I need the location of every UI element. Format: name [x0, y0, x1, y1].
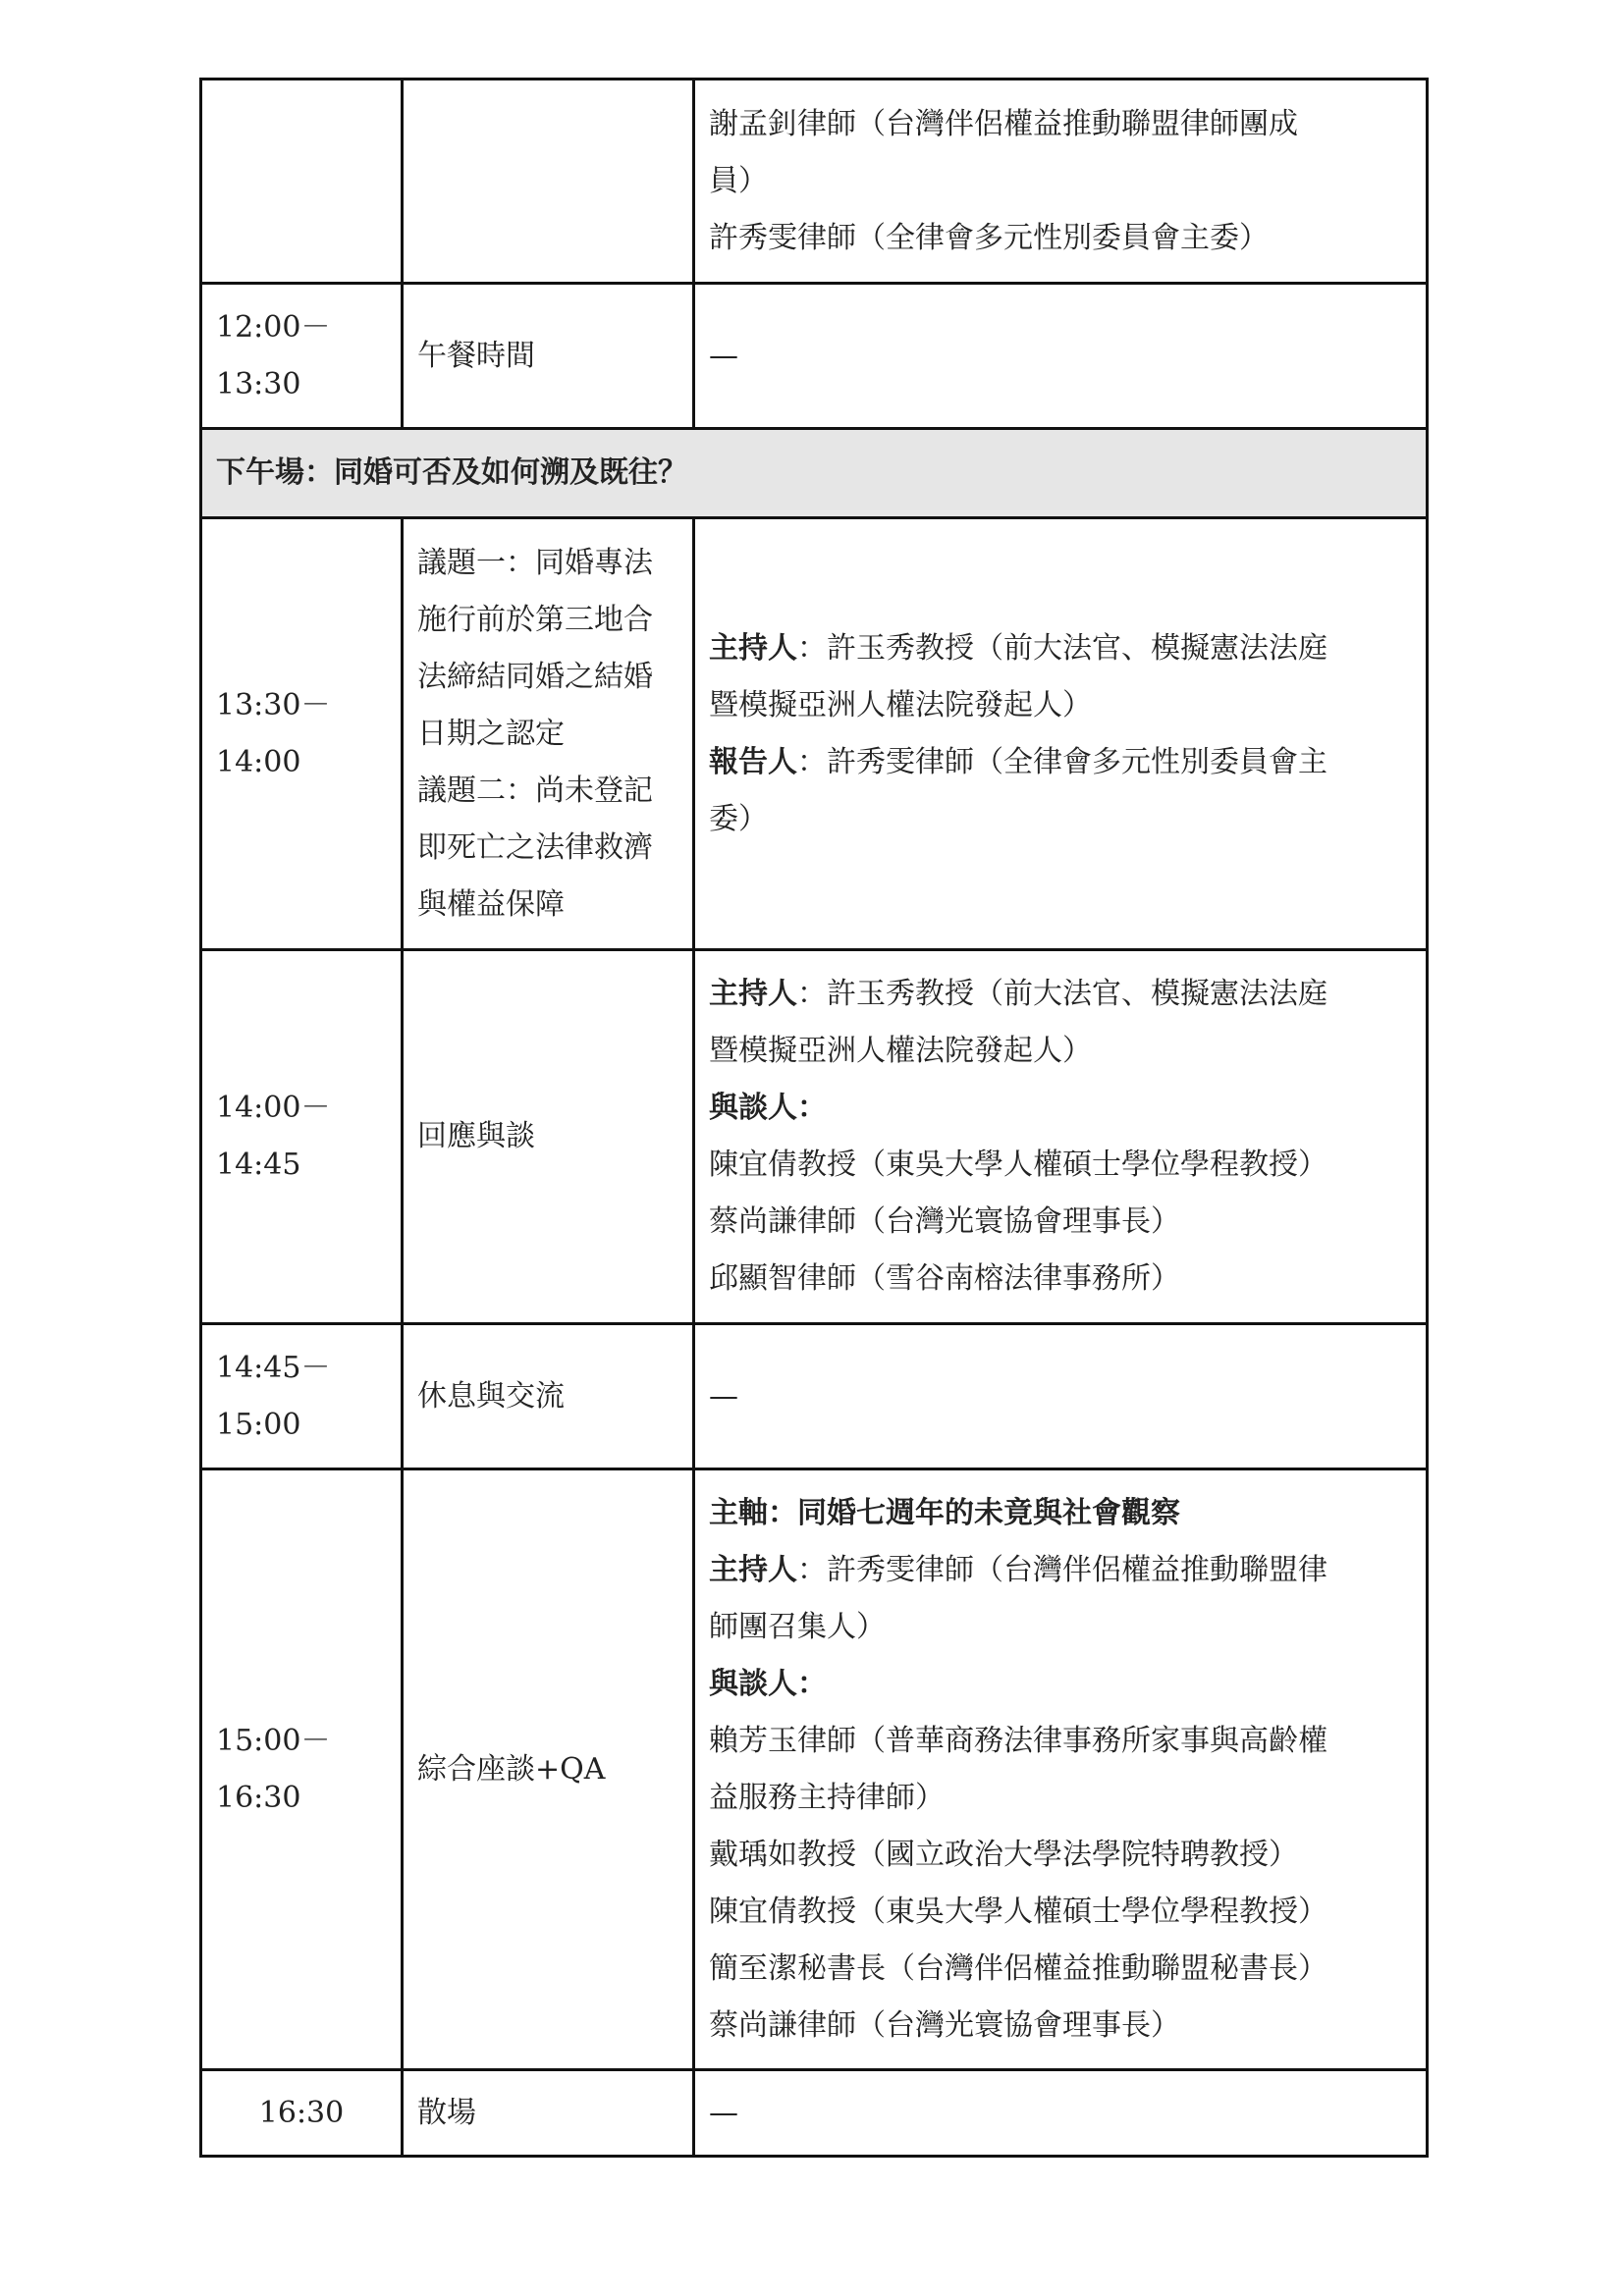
topic-cell: 綜合座談+QA — [403, 1469, 694, 2070]
host-label: 主持人 — [709, 977, 797, 1011]
section-title: 下午場：同婚可否及如何溯及既往？ — [201, 429, 1428, 518]
detail-cell — [694, 80, 1428, 284]
host-line-cont: 師團召集人） — [709, 1609, 886, 1644]
time-cell — [201, 1469, 403, 2070]
host-text: ：許玉秀教授（前大法官、模擬憲法法庭 — [797, 630, 1327, 666]
topic-cell: 回應與談 — [403, 950, 694, 1324]
panelist-line: 賴芳玉律師（普華商務法律事務所家事與高齡權 — [709, 1723, 1327, 1758]
topic-line: 日期之認定 — [417, 716, 565, 751]
table-row — [201, 950, 1428, 1324]
topic-line: 議題二：尚未登記 — [417, 773, 653, 808]
detail-cell — [694, 518, 1428, 950]
detail-cell — [694, 950, 1428, 1324]
detail-cell — [694, 1469, 1428, 2070]
host-line-cont: 暨模擬亞洲人權法院發起人） — [709, 687, 1092, 722]
table-row — [201, 1324, 1428, 1469]
time-start: 15:00－ — [216, 1723, 331, 1758]
host-line-cont: 暨模擬亞洲人權法院發起人） — [709, 1034, 1092, 1068]
speaker-line: 許秀雯律師（全律會多元性別委員會主委） — [709, 220, 1269, 255]
panelist-line: 益服務主持律師） — [709, 1780, 945, 1815]
time-cell — [201, 950, 403, 1324]
host-label: 主持人 — [709, 630, 797, 666]
time-start: 14:45－ — [216, 1350, 331, 1385]
time-end: 14:00 — [216, 744, 301, 779]
speaker-line: 員） — [709, 163, 768, 198]
speaker-line: 謝孟釗律師（台灣伴侶權益推動聯盟律師團成 — [709, 106, 1298, 141]
time-end: 14:45 — [216, 1148, 301, 1182]
section-row — [201, 429, 1428, 518]
table-row — [201, 80, 1428, 284]
panelist-line: 戴瑀如教授（國立政治大學法學院特聘教授） — [709, 1837, 1298, 1872]
topic-cell: 散場 — [403, 2070, 694, 2157]
topic-line: 與權益保障 — [417, 886, 565, 922]
reporter-text: ：許秀雯律師（全律會多元性別委員會主 — [797, 744, 1327, 779]
time-cell — [201, 284, 403, 429]
panelist-line: 邱顯智律師（雪谷南榕法律事務所） — [709, 1261, 1180, 1296]
host-line — [709, 1542, 1412, 1599]
time-end: 15:00 — [216, 1407, 301, 1442]
panel-label: 與談人： — [709, 1666, 827, 1701]
reporter-line-cont: 委） — [709, 801, 768, 836]
topic-line: 即死亡之法律救濟 — [417, 829, 653, 865]
time-cell — [201, 518, 403, 950]
detail-cell: — — [694, 1324, 1428, 1469]
panel-label: 與談人： — [709, 1091, 827, 1125]
host-text: ：許玉秀教授（前大法官、模擬憲法法庭 — [797, 977, 1327, 1011]
time-cell — [201, 1324, 403, 1469]
reporter-line — [709, 734, 1412, 791]
detail-cell: — — [694, 284, 1428, 429]
host-label: 主持人 — [709, 1552, 797, 1587]
topic-line: 法締結同婚之結婚 — [417, 659, 653, 694]
topic-line: 施行前於第三地合 — [417, 602, 653, 637]
topic-line: 議題一：同婚專法 — [417, 545, 653, 580]
detail-cell: — — [694, 2070, 1428, 2157]
time-cell — [201, 80, 403, 284]
topic-cell: 午餐時間 — [403, 284, 694, 429]
table-row — [201, 518, 1428, 950]
table-row — [201, 284, 1428, 429]
host-line — [709, 966, 1412, 1023]
axis-title: 主軸：同婚七週年的未竟與社會觀察 — [709, 1495, 1180, 1530]
time-cell: 16:30 — [201, 2070, 403, 2157]
time-end: 13:30 — [216, 366, 301, 401]
table-row — [201, 2070, 1428, 2157]
time-end: 16:30 — [216, 1780, 301, 1815]
topic-cell — [403, 80, 694, 284]
time-start: 14:00－ — [216, 1091, 331, 1125]
agenda-table — [199, 78, 1429, 2158]
time-start: 13:30－ — [216, 687, 331, 722]
panelist-line: 陳宜倩教授（東吳大學人權碩士學位學程教授） — [709, 1894, 1327, 1929]
reporter-label: 報告人 — [709, 744, 797, 779]
panelist-line: 蔡尚謙律師（台灣光寰協會理事長） — [709, 2007, 1180, 2043]
host-text: ：許秀雯律師（台灣伴侶權益推動聯盟律 — [797, 1552, 1327, 1587]
panelist-line: 蔡尚謙律師（台灣光寰協會理事長） — [709, 1204, 1180, 1239]
panelist-line: 簡至潔秘書長（台灣伴侶權益推動聯盟秘書長） — [709, 1950, 1327, 1986]
time-start: 12:00－ — [216, 309, 331, 345]
panelist-line: 陳宜倩教授（東吳大學人權碩士學位學程教授） — [709, 1148, 1327, 1182]
table-row — [201, 1469, 1428, 2070]
topic-cell: 休息與交流 — [403, 1324, 694, 1469]
host-line — [709, 620, 1412, 677]
topic-cell — [403, 518, 694, 950]
